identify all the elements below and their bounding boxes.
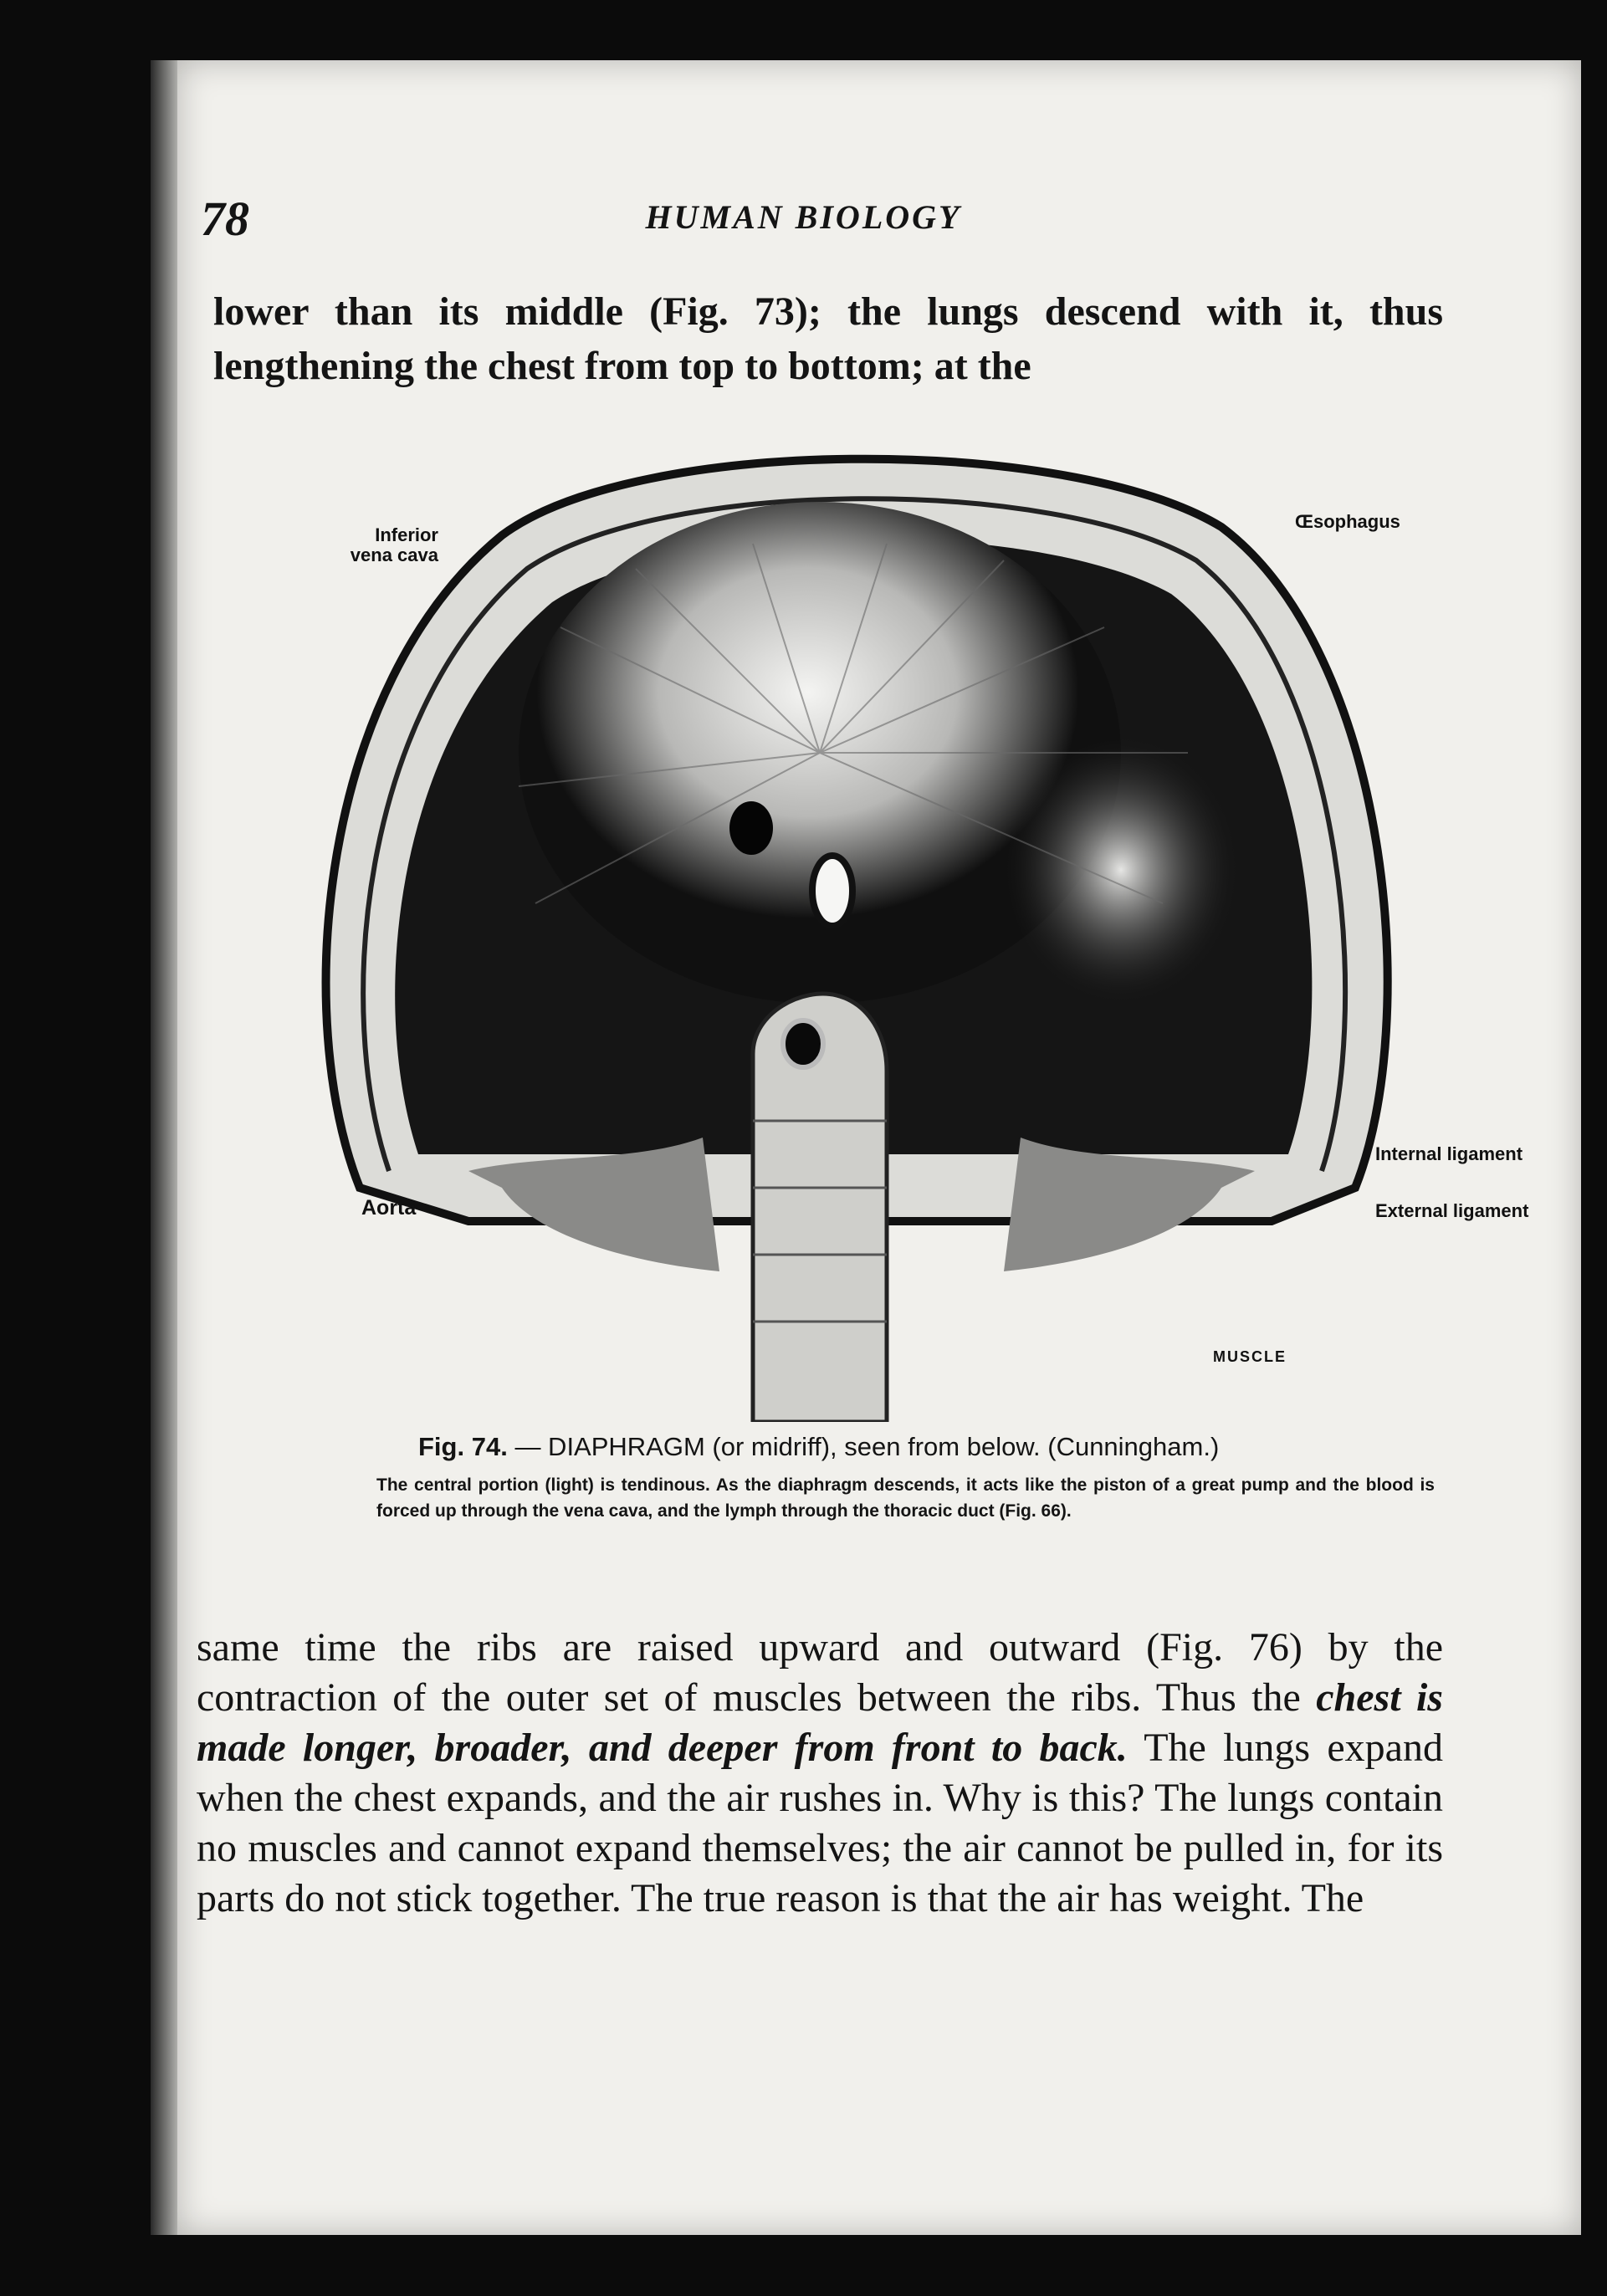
figure-number: Fig. 74. — [418, 1432, 508, 1461]
figure-caption-body: The central portion (light) is tendinous. As the diaphragm descends, it acts like the piston of a great pump and the blood is forced up through the vena cava, and the lymph through the thoracic duct (Fig. 66). — [376, 1475, 1435, 1521]
body-text-part2: The lungs expand when the chest expands, and the air rushes in. Why is this? The lungs contain no muscles and cannot expand themselves; the air cannot be pulled in, for its parts do not stick together. The true reason is that the air has weight. The — [197, 1726, 1443, 1920]
running-head: HUMAN BIOLOGY — [645, 198, 962, 236]
label-external-ligament: External ligament — [1375, 1200, 1529, 1221]
page-header — [0, 191, 1607, 246]
label-internal-ligament: Internal ligament — [1375, 1143, 1523, 1164]
label-muscle: MUSCLE — [1213, 1348, 1287, 1365]
label-aorta: Aorta — [361, 1196, 417, 1220]
page-number: 78 — [201, 192, 249, 246]
body-text-bottom — [197, 1623, 1443, 1924]
body-text-part1: same time the ribs are raised upward and outward (Fig. 76) by the contraction of the outer set of muscles between the ribs. Thus the — [197, 1625, 1443, 1720]
body-text-emphasis: chest is made longer, broader, and deeper from front to back. — [197, 1675, 1443, 1770]
label-inferior-vena-cava: Inferior vena cava — [350, 524, 438, 565]
diaphragm-illustration — [284, 435, 1456, 1422]
body-text-top: lower than its middle (Fig. 73); the lungs descend with it, thus lengthening the chest from top to bottom; at the — [213, 289, 1443, 388]
label-oesophagus: Œsophagus — [1295, 511, 1400, 532]
figure-caption-title — [418, 1432, 1422, 1462]
figure-title: — DIAPHRAGM (or midriff), seen from below. (Cunningham.) — [514, 1432, 1220, 1461]
